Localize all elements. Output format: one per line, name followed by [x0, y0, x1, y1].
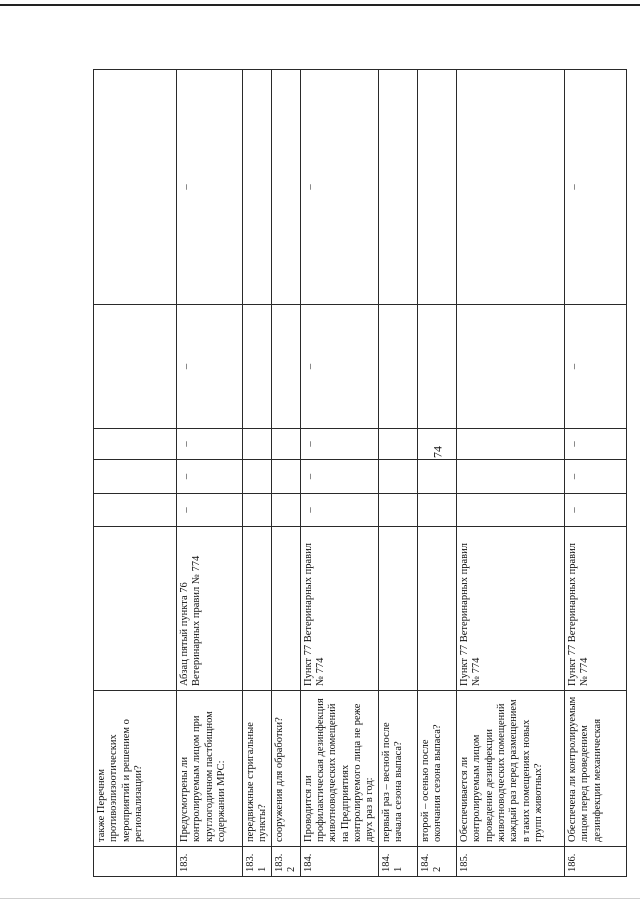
answer-cell: [94, 494, 177, 527]
row-number: 184.2: [417, 847, 456, 877]
answer-cell: [243, 70, 272, 305]
answer-cell: [94, 305, 177, 429]
reference-text: [417, 527, 456, 691]
answer-cell: [243, 305, 272, 429]
answer-cell: [243, 429, 272, 460]
answer-cell: [378, 305, 417, 429]
answer-cell: –: [300, 305, 378, 429]
page-top-border: [0, 4, 640, 6]
table-row: [271, 70, 300, 877]
answer-cell: [378, 494, 417, 527]
answer-cell: –: [300, 494, 378, 527]
reference-text: Пункт 77 Ветеринарных правил № 774: [456, 527, 564, 691]
table-row: [564, 70, 626, 877]
row-number: 184.1: [378, 847, 417, 877]
rotated-table-container: [93, 70, 603, 877]
answer-cell: [417, 429, 456, 460]
answer-cell: [243, 494, 272, 527]
page-number: 74: [430, 446, 445, 458]
table-row: [417, 70, 456, 877]
question-text: Обеспечивается ли контролируемым лицом проведение дезинфекции животноводческих помещений каждый раз перед размещением в таких помещениях новых групп животных?: [456, 691, 564, 847]
answer-cell: [456, 429, 564, 460]
answer-cell: [378, 460, 417, 494]
row-number: [94, 847, 177, 877]
row-number: 186.: [564, 847, 626, 877]
answer-cell: [271, 429, 300, 460]
question-text: Предусмотрены ли контролируемым лицом при круглогодичном пастбищном содержании МРС:: [177, 691, 243, 847]
answer-cell: –: [564, 70, 626, 305]
answer-cell: [271, 460, 300, 494]
answer-cell: [417, 460, 456, 494]
row-number: 184.: [300, 847, 378, 877]
reference-text: Абзац пятый пункта 76 Ветеринарных правил № 774: [177, 527, 243, 691]
question-text: передвижные стригальные пункты?: [243, 691, 272, 847]
question-text: второй – осенью после окончания сезона выпаса?: [417, 691, 456, 847]
answer-cell: [378, 429, 417, 460]
reference-text: [378, 527, 417, 691]
answer-cell: [243, 460, 272, 494]
row-number: 183.: [177, 847, 243, 877]
reference-text: [243, 527, 272, 691]
table-row: [456, 70, 564, 877]
answer-cell: [456, 70, 564, 305]
answer-cell: [271, 305, 300, 429]
answer-cell: –: [177, 70, 243, 305]
row-number: 183.1: [243, 847, 272, 877]
answer-cell: –: [300, 429, 378, 460]
answer-cell: –: [177, 305, 243, 429]
answer-cell: –: [177, 429, 243, 460]
table-row: [177, 70, 243, 877]
row-number: 183.2: [271, 847, 300, 877]
question-text: первый раз – весной после начала сезона выпаса?: [378, 691, 417, 847]
answer-cell: [417, 305, 456, 429]
reference-text: [94, 527, 177, 691]
reference-text: Пункт 77 Ветеринарных правил № 774: [564, 527, 626, 691]
page-bottom-border: [0, 898, 640, 899]
answer-cell: –: [564, 460, 626, 494]
checklist-table: [93, 69, 627, 877]
answer-cell: [378, 70, 417, 305]
question-text: Обеспечена ли контролируемым лицом перед проведением дезинфекции механическая: [564, 691, 626, 847]
answer-cell: [417, 494, 456, 527]
question-text: также Перечнем противоэпизоотических мероприятий и решением о регионализации?: [94, 691, 177, 847]
answer-cell: [271, 70, 300, 305]
reference-text: Пункт 77 Ветеринарных правил № 774: [300, 527, 378, 691]
answer-cell: [417, 70, 456, 305]
answer-cell: [94, 429, 177, 460]
table-row: [94, 70, 177, 877]
answer-cell: –: [300, 70, 378, 305]
table-row: [378, 70, 417, 877]
answer-cell: [456, 460, 564, 494]
answer-cell: –: [177, 460, 243, 494]
row-number: 185.: [456, 847, 564, 877]
table-row: [243, 70, 272, 877]
answer-cell: –: [564, 494, 626, 527]
reference-text: [271, 527, 300, 691]
answer-cell: –: [300, 460, 378, 494]
table-row: [300, 70, 378, 877]
question-text: сооружения для обработки?: [271, 691, 300, 847]
answer-cell: –: [177, 494, 243, 527]
answer-cell: –: [564, 429, 626, 460]
answer-cell: [456, 494, 564, 527]
answer-cell: [271, 494, 300, 527]
answer-cell: [94, 460, 177, 494]
answer-cell: –: [564, 305, 626, 429]
question-text: Проводится ли профилактическая дезинфекция животноводческих помещений на Предприятиях контролируемого лица не реже двух раз в год:: [300, 691, 378, 847]
answer-cell: [456, 305, 564, 429]
answer-cell: [94, 70, 177, 305]
